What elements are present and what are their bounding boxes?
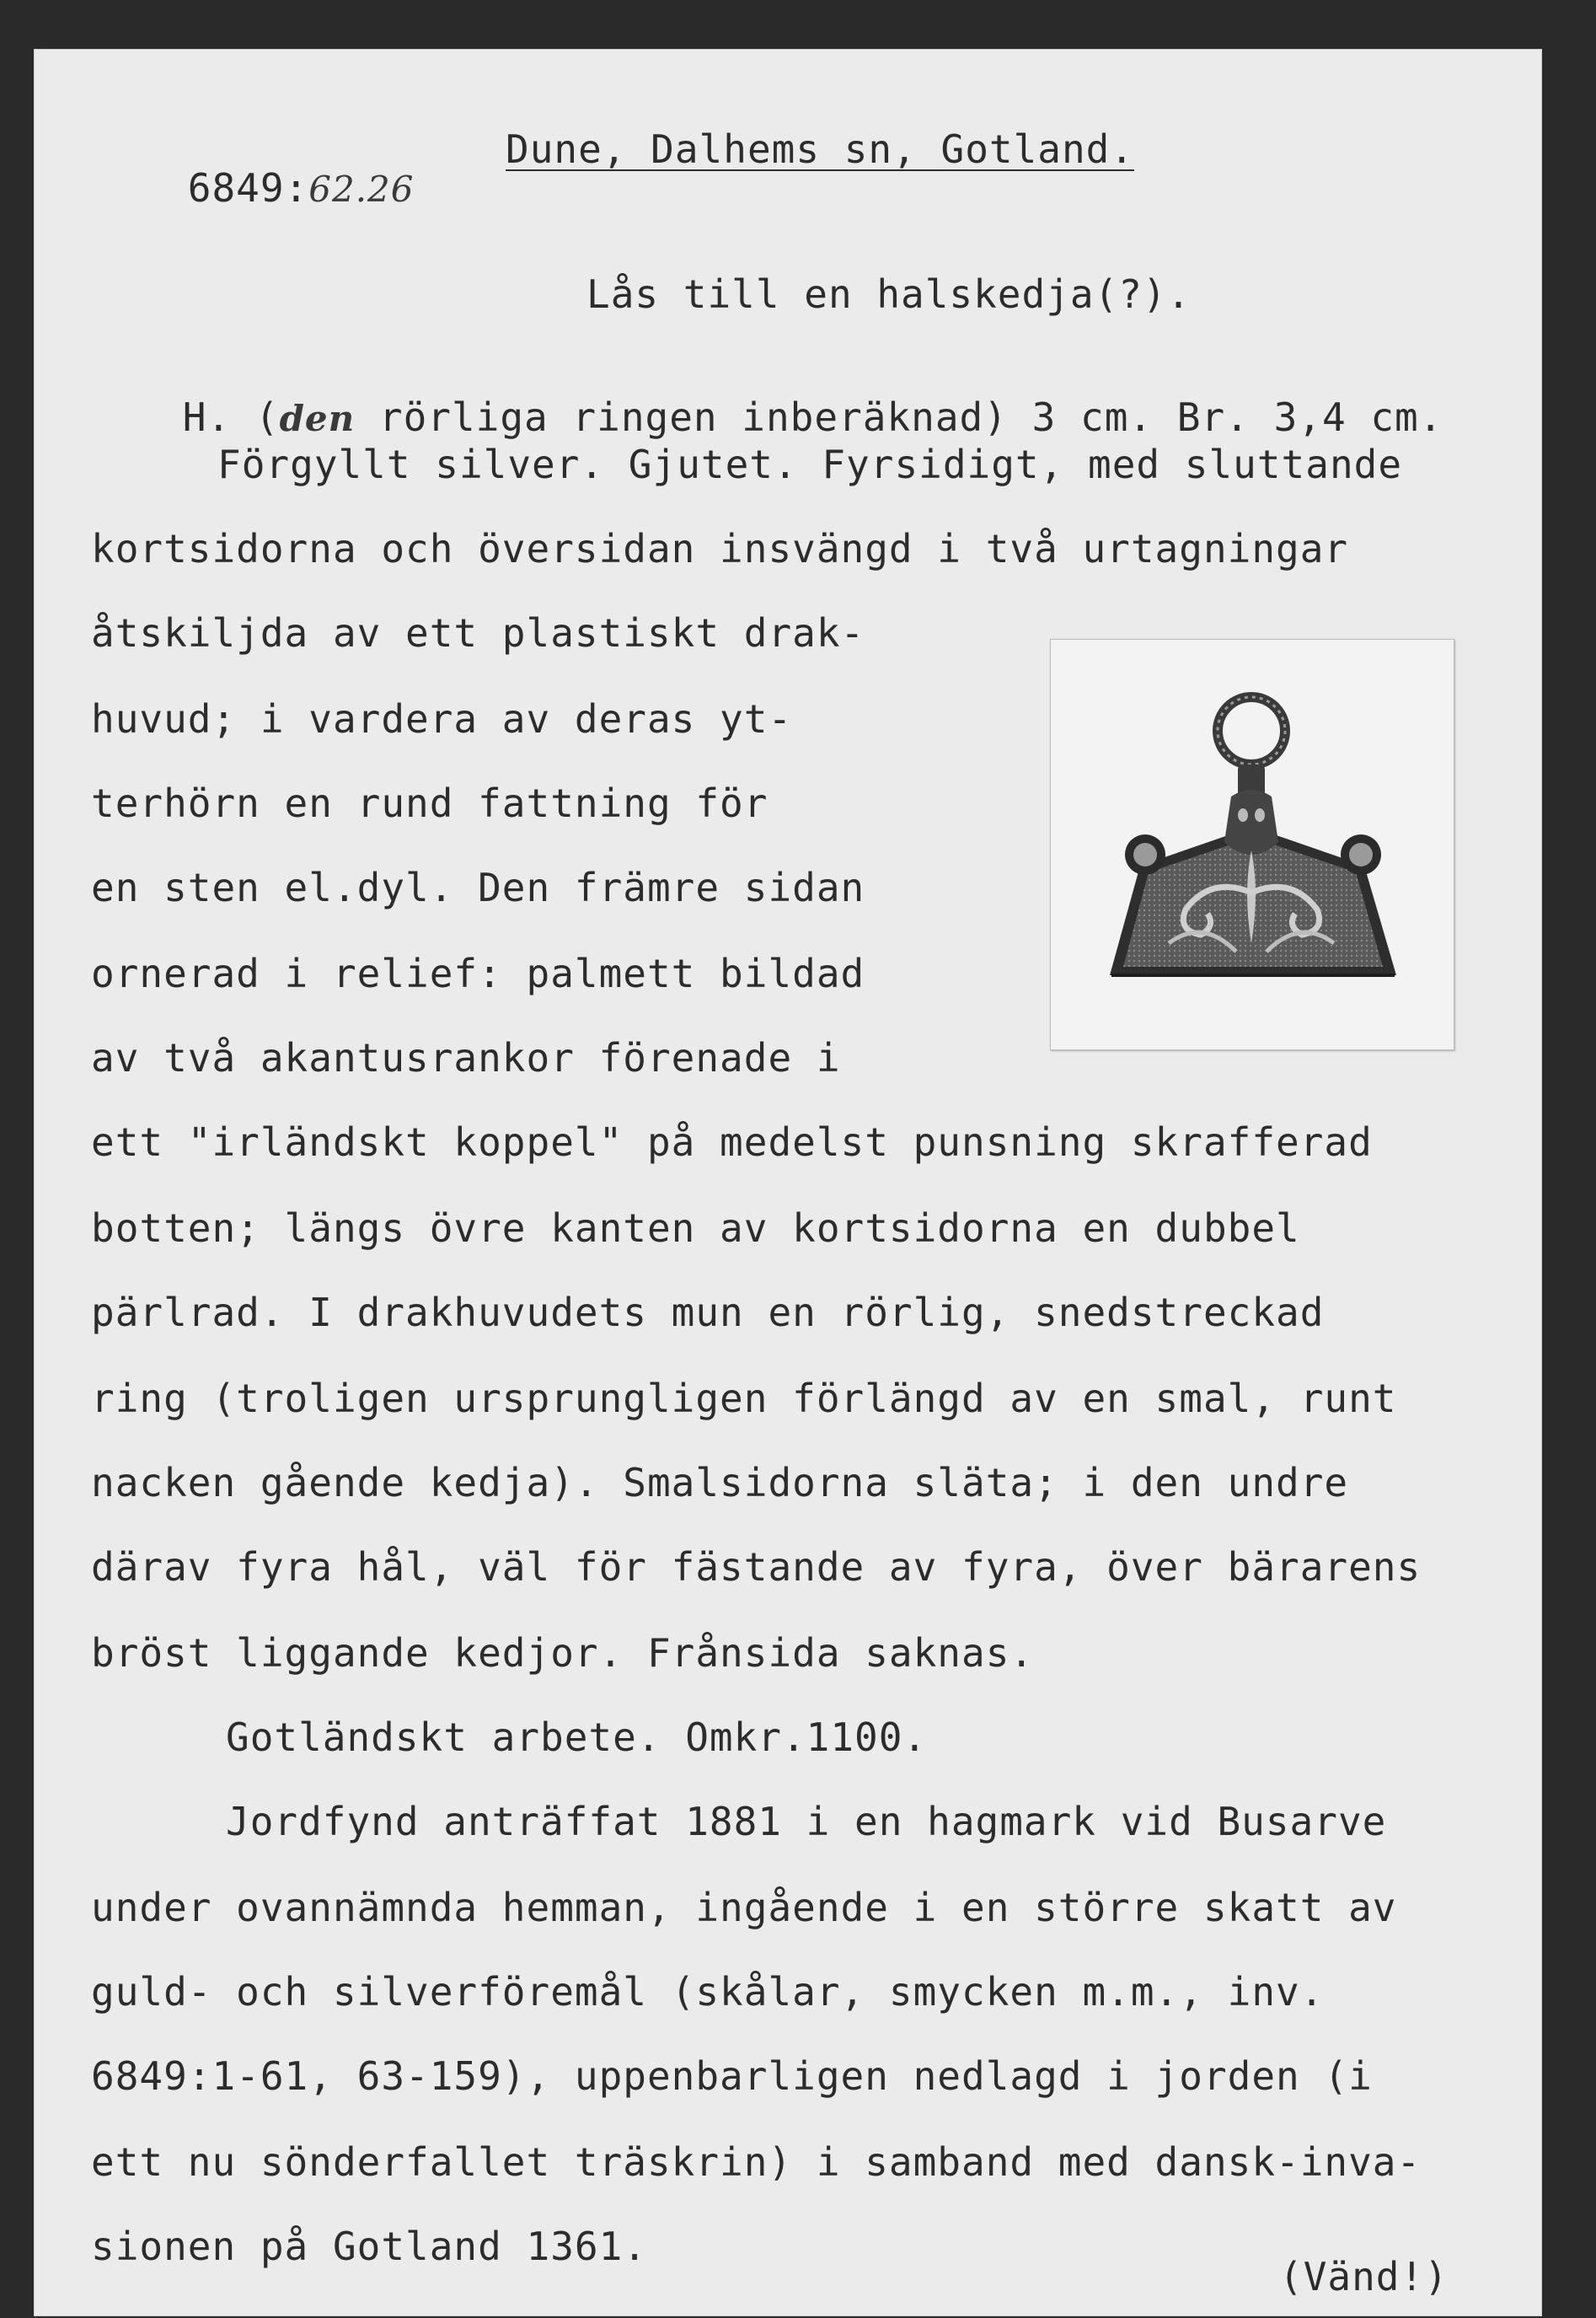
- dimensions-rest: rörliga ringen inberäknad) 3 cm. Br. 3,4 cm.: [355, 394, 1443, 440]
- location-heading: Dune, Dalhems sn, Gotland.: [506, 126, 1135, 172]
- description-line-13: nacken gående kedja). Smalsidorna släta; i den undre: [91, 1460, 1349, 1505]
- description-line-3: åtskiljda av ett plastiskt drak-: [91, 610, 865, 656]
- find-line-6: sionen på Gotland 1361.: [91, 2224, 647, 2269]
- description-line-15: bröst liggande kedjor. Frånsida saknas.: [91, 1630, 1035, 1676]
- description-line-9: ett "irländskt koppel" på medelst punsning skrafferad: [91, 1119, 1373, 1165]
- origin-line: Gotländskt arbete. Omkr.1100.: [226, 1714, 928, 1760]
- catalog-card: [34, 49, 1542, 2316]
- description-line-2: kortsidorna och översidan insvängd i två urtagningar: [91, 526, 1349, 571]
- pendant-lock-image: [1051, 640, 1454, 1049]
- description-line-6: en sten el.dyl. Den främre sidan: [91, 865, 865, 910]
- description-line-11: pärlrad. I drakhuvudets mun en rörlig, snedstreckad: [91, 1290, 1325, 1335]
- object-title: Lås till en halskedja(?).: [586, 271, 1192, 317]
- inventory-number-line: [91, 130, 415, 246]
- description-line-10: botten; längs övre kanten av kortsidorna en dubbel: [91, 1205, 1300, 1251]
- inventory-number: 6849:: [187, 165, 309, 211]
- description-line-1: Förgyllt silver. Gjutet. Fyrsidigt, med sluttande: [217, 442, 1403, 487]
- find-line-1: Jordfynd anträffat 1881 i en hagmark vid Busarve: [226, 1799, 1387, 1844]
- description-line-4: huvud; i vardera av deras yt-: [91, 696, 793, 742]
- description-line-8: av två akantusrankor förenade i: [91, 1035, 841, 1081]
- description-line-7: ornerad i relief: palmett bildad: [91, 951, 865, 996]
- find-line-5: ett nu sönderfallet träskrin) i samband med dansk-inva-: [91, 2139, 1422, 2185]
- find-line-2: under ovannämnda hemman, ingående i en större skatt av: [91, 1885, 1397, 1930]
- inventory-handwritten: 62.26: [308, 169, 415, 210]
- find-line-4: 6849:1-61, 63-159), uppenbarligen nedlagd i jorden (i: [91, 2053, 1373, 2099]
- dimensions-handwritten: den: [279, 398, 356, 439]
- description-line-12: ring (troligen ursprungligen förlängd av en smal, runt: [91, 1376, 1397, 1421]
- turn-over-note: (Vänd!): [1279, 2254, 1449, 2299]
- find-line-3: guld- och silverföremål (skålar, smycken m.m., inv.: [91, 1969, 1325, 2015]
- dimensions-prefix: H. (: [182, 394, 280, 440]
- description-line-5: terhörn en rund fattning för: [91, 781, 769, 826]
- object-photograph: [1050, 639, 1454, 1050]
- description-line-14: därav fyra hål, väl för fästande av fyra, över bärarens: [91, 1544, 1422, 1590]
